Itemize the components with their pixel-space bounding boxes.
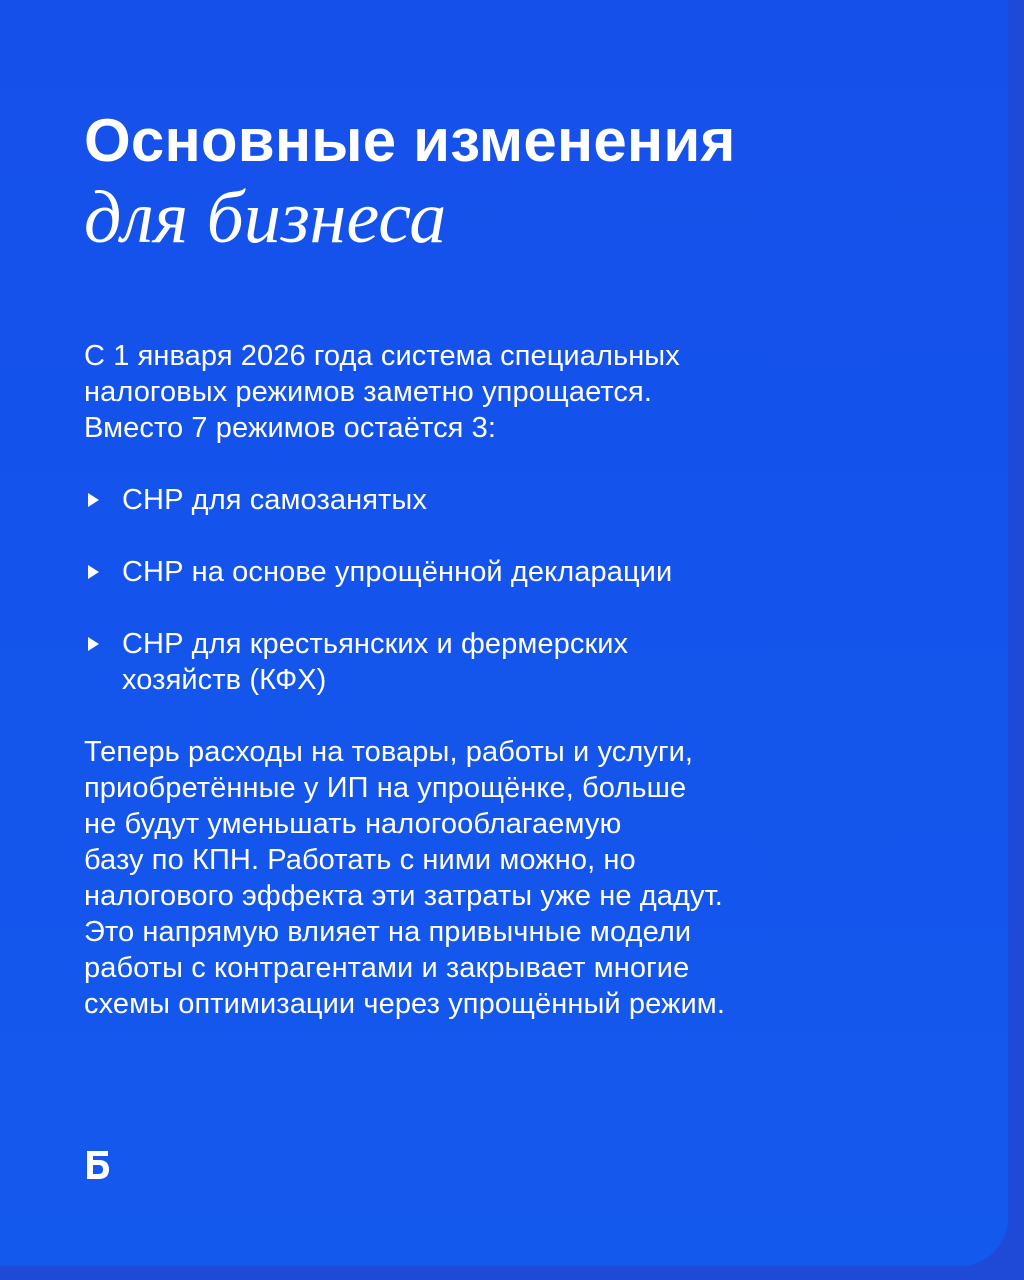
body-line: приобретённые у ИП на упрощёнке, больше [84,772,687,804]
body-line: не будут уменьшать налогооблагаемую [84,808,622,840]
regime-item-self-employed [84,482,844,518]
triangle-bullet-icon [88,565,99,579]
body-paragraph [84,734,844,1022]
intro-line: налоговых режимов заметно упрощается. [84,376,652,408]
regime-list [84,482,844,698]
regime-item-simplified-declaration [84,554,844,590]
page-subtitle: для бизнеса [84,177,447,259]
intro-line: С 1 января 2026 года система специальных [84,340,680,372]
triangle-bullet-icon [88,493,99,507]
body-line: налогового эффекта эти затраты уже не дадут. [84,880,723,912]
body-line: базу по КПН. Работать с ними можно, но [84,844,636,876]
regime-item-label: хозяйств (КФХ) [122,664,327,696]
body-line: схемы оптимизации через упрощённый режим. [84,988,725,1020]
body-line: работы с контрагентами и закрывает многие [84,952,690,984]
regime-item-label: СНР на основе упрощённой декларации [122,556,673,588]
regime-item-farm [84,626,844,698]
intro-paragraph [84,338,844,446]
intro-line: Вместо 7 режимов остаётся 3: [84,412,497,444]
body-line: Это напрямую влияет на привычные модели [84,916,692,948]
body-line: Теперь расходы на товары, работы и услуги, [84,736,694,768]
page-title: Основные изменения [84,107,736,174]
triangle-bullet-icon [88,637,99,651]
regime-item-label: СНР для крестьянских и фермерских [122,628,629,660]
cyrillic-be-logo-icon [86,1150,110,1180]
regime-item-label: СНР для самозанятых [122,484,427,516]
